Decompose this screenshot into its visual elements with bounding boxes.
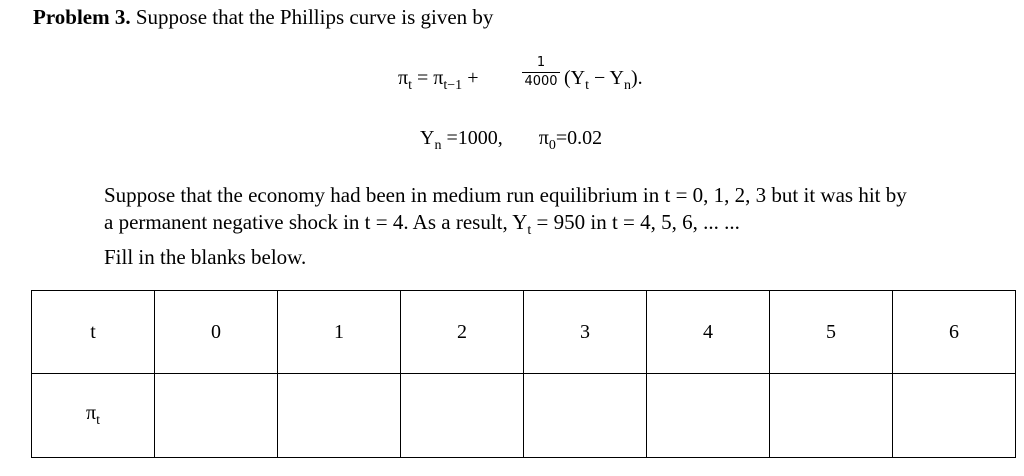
fraction-numerator: 1 <box>536 55 546 70</box>
eq-lhs-sub: t <box>408 78 412 93</box>
description-line-3: Fill in the blanks below. <box>104 245 307 269</box>
eq-y-sub: t <box>585 78 589 93</box>
eq-prev-sub: t−1 <box>443 78 463 93</box>
period-cell: 3 <box>524 291 647 374</box>
fraction <box>520 55 562 90</box>
description-line-2 <box>104 209 907 244</box>
pi0-sub: 0 <box>548 138 556 153</box>
blank-cell[interactable] <box>524 374 647 458</box>
pi-label-sub: t <box>96 413 100 428</box>
eq-lhs: π <box>398 67 409 89</box>
description-line-2a: a permanent negative shock in t = 4. As a result, Y <box>104 210 528 234</box>
eq-equals: = π <box>412 67 444 89</box>
problem-description <box>104 182 907 271</box>
table-row-inflation <box>32 374 1016 458</box>
pi0-label: π <box>538 127 549 149</box>
blank-cell[interactable] <box>401 374 524 458</box>
description-line-2-sub: t <box>527 223 532 238</box>
blank-cell[interactable] <box>770 374 893 458</box>
row-label-pi <box>32 374 155 458</box>
fraction-bar <box>522 72 560 73</box>
eq-paren-close: ). <box>630 67 643 89</box>
period-cell: 5 <box>770 291 893 374</box>
eq-n-sub: n <box>623 78 631 93</box>
eq-paren-open: (Y <box>564 67 586 89</box>
eq-minus: − Y <box>589 67 624 89</box>
yn-label: Y <box>420 127 435 149</box>
problem-heading <box>33 5 493 30</box>
yn-value: =1000, <box>441 127 503 149</box>
table-row-periods <box>32 291 1016 374</box>
blank-cell[interactable] <box>647 374 770 458</box>
pi-label: π <box>86 402 97 424</box>
answer-table <box>31 290 1016 458</box>
pi0-value: =0.02 <box>555 127 603 149</box>
period-cell: 1 <box>278 291 401 374</box>
problem-text: Suppose that the Phillips curve is given by <box>130 5 494 29</box>
period-cell: 2 <box>401 291 524 374</box>
description-line-2b: = 950 in t = 4, 5, 6, ... ... <box>531 210 740 234</box>
period-cell: 6 <box>893 291 1016 374</box>
description-line-1: Suppose that the economy had been in medium run equilibrium in t = 0, 1, 2, 3 but it was hit by <box>104 183 907 207</box>
parameters-line <box>420 127 602 154</box>
blank-cell[interactable] <box>278 374 401 458</box>
yn-sub: n <box>434 138 442 153</box>
period-cell: 0 <box>155 291 278 374</box>
problem-label: Problem 3. <box>33 5 131 29</box>
blank-cell[interactable] <box>893 374 1016 458</box>
blank-cell[interactable] <box>155 374 278 458</box>
eq-plus: + <box>462 67 479 89</box>
row-label-t: t <box>32 291 155 374</box>
fraction-denominator: 4000 <box>524 74 558 89</box>
period-cell: 4 <box>647 291 770 374</box>
